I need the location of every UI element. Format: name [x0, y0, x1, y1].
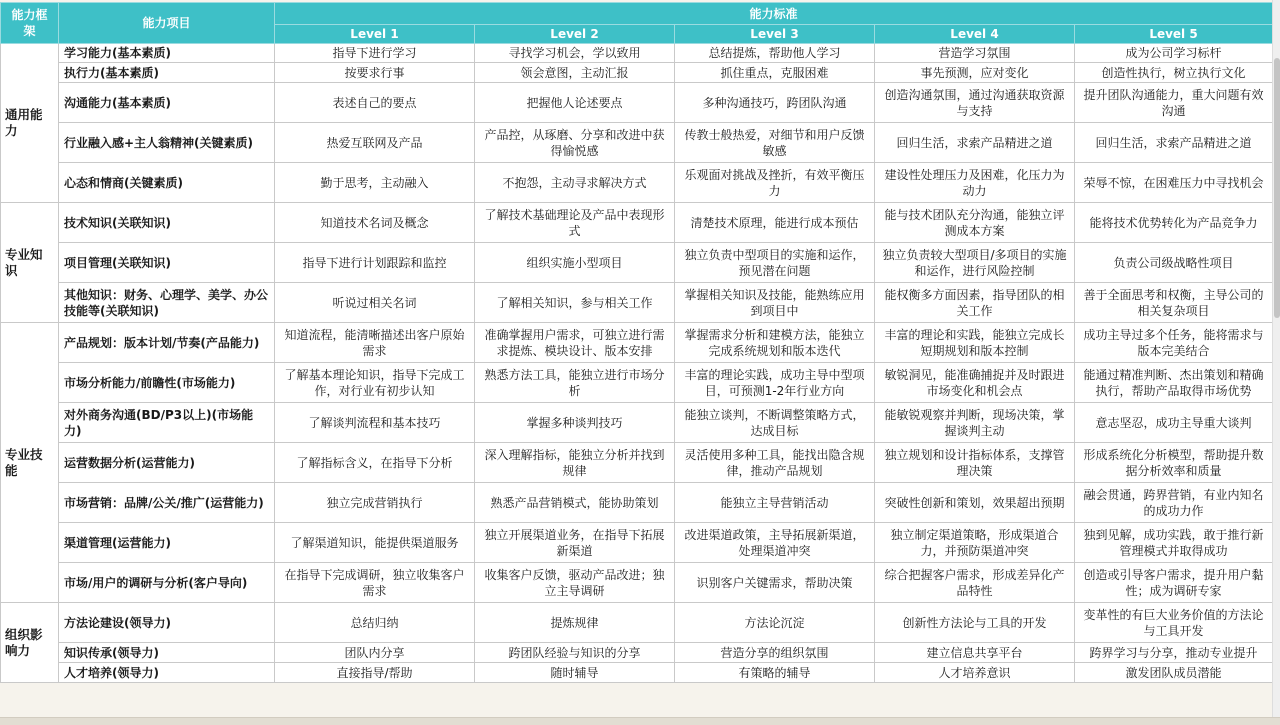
- level-2-cell: 熟悉产品营销模式，能协助策划: [475, 483, 675, 523]
- level-4-cell: 回归生活，求索产品精进之道: [875, 123, 1075, 163]
- level-5-cell: 创造性执行，树立执行文化: [1075, 63, 1273, 83]
- level-4-cell: 创新性方法论与工具的开发: [875, 603, 1075, 643]
- level-1-cell: 热爱互联网及产品: [275, 123, 475, 163]
- header-level-5: Level 5: [1075, 25, 1273, 44]
- table-body: [1, 44, 1273, 683]
- table-row: [1, 163, 1273, 203]
- level-2-cell: 产品控，从琢磨、分享和改进中获得愉悦感: [475, 123, 675, 163]
- level-5-cell: 成功主导过多个任务，能将需求与版本完美结合: [1075, 323, 1273, 363]
- level-2-cell: 了解技术基础理论及产品中表现形式: [475, 203, 675, 243]
- level-3-cell: 能独立主导营销活动: [675, 483, 875, 523]
- ability-item-cell: 市场营销：品牌/公关/推广(运营能力): [59, 483, 275, 523]
- header-level-1: Level 1: [275, 25, 475, 44]
- category-cell: 通用能力: [1, 44, 59, 203]
- table-row: [1, 363, 1273, 403]
- level-2-cell: 熟悉方法工具，能独立进行市场分析: [475, 363, 675, 403]
- level-4-cell: 综合把握客户需求，形成差异化产品特性: [875, 563, 1075, 603]
- category-cell: 专业知识: [1, 203, 59, 323]
- level-5-cell: 能将技术优势转化为产品竞争力: [1075, 203, 1273, 243]
- ability-item-cell: 对外商务沟通(BD/P3以上)(市场能力): [59, 403, 275, 443]
- level-5-cell: 能通过精准判断、杰出策划和精确执行，帮助产品取得市场优势: [1075, 363, 1273, 403]
- level-5-cell: 形成系统化分析模型，帮助提升数据分析效率和质量: [1075, 443, 1273, 483]
- level-5-cell: 独到见解，成功实践，敢于推行新管理模式并取得成功: [1075, 523, 1273, 563]
- level-3-cell: 独立负责中型项目的实施和运作，预见潜在问题: [675, 243, 875, 283]
- level-2-cell: 寻找学习机会，学以致用: [475, 44, 675, 63]
- level-5-cell: 变革性的有巨大业务价值的方法论与工具开发: [1075, 603, 1273, 643]
- ability-item-cell: 学习能力(基本素质): [59, 44, 275, 63]
- level-3-cell: 灵活使用多种工具，能找出隐含规律，推动产品规划: [675, 443, 875, 483]
- horizontal-scrollbar[interactable]: [0, 717, 1280, 725]
- level-3-cell: 掌握相关知识及技能，能熟练应用到项目中: [675, 283, 875, 323]
- level-1-cell: 按要求行事: [275, 63, 475, 83]
- level-4-cell: 独立制定渠道策略，形成渠道合力，并预防渠道冲突: [875, 523, 1075, 563]
- vertical-scrollbar[interactable]: [1272, 0, 1280, 725]
- level-1-cell: 指导下进行学习: [275, 44, 475, 63]
- level-4-cell: 建设性处理压力及困难，化压力为动力: [875, 163, 1075, 203]
- level-3-cell: 总结提炼，帮助他人学习: [675, 44, 875, 63]
- ability-item-cell: 心态和情商(关键素质): [59, 163, 275, 203]
- table-row: [1, 283, 1273, 323]
- ability-item-cell: 其他知识：财务、心理学、美学、办公技能等(关联知识): [59, 283, 275, 323]
- level-1-cell: 勤于思考，主动融入: [275, 163, 475, 203]
- header-project: 能力项目: [59, 3, 275, 44]
- ability-item-cell: 市场分析能力/前瞻性(市场能力): [59, 363, 275, 403]
- table-row: [1, 44, 1273, 63]
- ability-item-cell: 行业融入感+主人翁精神(关键素质): [59, 123, 275, 163]
- table-row: [1, 523, 1273, 563]
- table-row: [1, 643, 1273, 663]
- level-2-cell: 提炼规律: [475, 603, 675, 643]
- level-4-cell: 独立负责较大型项目/多项目的实施和运作，进行风险控制: [875, 243, 1075, 283]
- level-1-cell: 了解指标含义，在指导下分析: [275, 443, 475, 483]
- level-5-cell: 负责公司级战略性项目: [1075, 243, 1273, 283]
- level-4-cell: 敏锐洞见，能准确捕捉并及时跟进市场变化和机会点: [875, 363, 1075, 403]
- header-level-3: Level 3: [675, 25, 875, 44]
- level-4-cell: 建立信息共享平台: [875, 643, 1075, 663]
- level-4-cell: 事先预测，应对变化: [875, 63, 1075, 83]
- level-1-cell: 知道技术名词及概念: [275, 203, 475, 243]
- level-1-cell: 了解渠道知识，能提供渠道服务: [275, 523, 475, 563]
- level-1-cell: 听说过相关名词: [275, 283, 475, 323]
- level-2-cell: 了解相关知识，参与相关工作: [475, 283, 675, 323]
- level-2-cell: 领会意图，主动汇报: [475, 63, 675, 83]
- ability-item-cell: 知识传承(领导力): [59, 643, 275, 663]
- table-row: [1, 603, 1273, 643]
- ability-item-cell: 技术知识(关联知识): [59, 203, 275, 243]
- level-4-cell: 突破性创新和策划，效果超出预期: [875, 483, 1075, 523]
- table-row: [1, 443, 1273, 483]
- level-1-cell: 直接指导/帮助: [275, 663, 475, 683]
- table-row: [1, 403, 1273, 443]
- level-1-cell: 了解基本理论知识，指导下完成工作，对行业有初步认知: [275, 363, 475, 403]
- category-cell: 组织影响力: [1, 603, 59, 683]
- table-row: [1, 243, 1273, 283]
- level-2-cell: 准确掌握用户需求，可独立进行需求提炼、模块设计、版本安排: [475, 323, 675, 363]
- level-3-cell: 丰富的理论实践，成功主导中型项目，可预测1-2年行业方向: [675, 363, 875, 403]
- level-2-cell: 收集客户反馈，驱动产品改进；独立主导调研: [475, 563, 675, 603]
- table-row: [1, 483, 1273, 523]
- level-4-cell: 人才培养意识: [875, 663, 1075, 683]
- level-3-cell: 乐观面对挑战及挫折，有效平衡压力: [675, 163, 875, 203]
- table-row: [1, 83, 1273, 123]
- header-standard: 能力标准: [275, 3, 1273, 25]
- level-1-cell: 了解谈判流程和基本技巧: [275, 403, 475, 443]
- ability-item-cell: 沟通能力(基本素质): [59, 83, 275, 123]
- level-5-cell: 回归生活，求索产品精进之道: [1075, 123, 1273, 163]
- level-5-cell: 跨界学习与分享，推动专业提升: [1075, 643, 1273, 663]
- level-1-cell: 知道流程，能清晰描述出客户原始需求: [275, 323, 475, 363]
- level-4-cell: 营造学习氛围: [875, 44, 1075, 63]
- level-3-cell: 改进渠道政策，主导拓展新渠道，处理渠道冲突: [675, 523, 875, 563]
- ability-item-cell: 运营数据分析(运营能力): [59, 443, 275, 483]
- level-5-cell: 提升团队沟通能力，重大问题有效沟通: [1075, 83, 1273, 123]
- level-4-cell: 创造沟通氛围，通过沟通获取资源与支持: [875, 83, 1075, 123]
- level-4-cell: 能与技术团队充分沟通，能独立评测成本方案: [875, 203, 1075, 243]
- level-3-cell: 方法论沉淀: [675, 603, 875, 643]
- table-row: [1, 63, 1273, 83]
- level-5-cell: 意志坚忍，成功主导重大谈判: [1075, 403, 1273, 443]
- level-5-cell: 善于全面思考和权衡，主导公司的相关复杂项目: [1075, 283, 1273, 323]
- level-5-cell: 创造或引导客户需求，提升用户黏性；成为调研专家: [1075, 563, 1273, 603]
- level-1-cell: 总结归纳: [275, 603, 475, 643]
- header-framework: 能力框架: [1, 3, 59, 44]
- level-4-cell: 能敏锐观察并判断，现场决策，掌握谈判主动: [875, 403, 1075, 443]
- level-2-cell: 掌握多种谈判技巧: [475, 403, 675, 443]
- scrollbar-thumb[interactable]: [1274, 58, 1280, 318]
- ability-item-cell: 渠道管理(运营能力): [59, 523, 275, 563]
- level-5-cell: 荣辱不惊，在困难压力中寻找机会: [1075, 163, 1273, 203]
- ability-item-cell: 执行力(基本素质): [59, 63, 275, 83]
- level-5-cell: 融会贯通，跨界营销，有业内知名的成功力作: [1075, 483, 1273, 523]
- level-2-cell: 不抱怨，主动寻求解决方式: [475, 163, 675, 203]
- header-level-4: Level 4: [875, 25, 1075, 44]
- table-row: [1, 663, 1273, 683]
- ability-item-cell: 项目管理(关联知识): [59, 243, 275, 283]
- level-2-cell: 深入理解指标，能独立分析并找到规律: [475, 443, 675, 483]
- level-5-cell: 成为公司学习标杆: [1075, 44, 1273, 63]
- level-3-cell: 能独立谈判，不断调整策略方式，达成目标: [675, 403, 875, 443]
- level-2-cell: 独立开展渠道业务，在指导下拓展新渠道: [475, 523, 675, 563]
- level-3-cell: 有策略的辅导: [675, 663, 875, 683]
- ability-item-cell: 人才培养(领导力): [59, 663, 275, 683]
- level-1-cell: 在指导下完成调研，独立收集客户需求: [275, 563, 475, 603]
- level-3-cell: 抓住重点，克服困难: [675, 63, 875, 83]
- level-2-cell: 组织实施小型项目: [475, 243, 675, 283]
- competency-table: [0, 2, 1273, 683]
- table-row: [1, 563, 1273, 603]
- level-3-cell: 识别客户关键需求，帮助决策: [675, 563, 875, 603]
- level-3-cell: 掌握需求分析和建模方法，能独立完成系统规划和版本迭代: [675, 323, 875, 363]
- level-4-cell: 独立规划和设计指标体系，支撑管理决策: [875, 443, 1075, 483]
- ability-item-cell: 市场/用户的调研与分析(客户导向): [59, 563, 275, 603]
- level-5-cell: 激发团队成员潜能: [1075, 663, 1273, 683]
- level-4-cell: 能权衡多方面因素，指导团队的相关工作: [875, 283, 1075, 323]
- category-cell: 专业技能: [1, 323, 59, 603]
- table-row: [1, 123, 1273, 163]
- table-row: [1, 203, 1273, 243]
- level-2-cell: 把握他人论述要点: [475, 83, 675, 123]
- level-1-cell: 表述自己的要点: [275, 83, 475, 123]
- level-1-cell: 独立完成营销执行: [275, 483, 475, 523]
- level-1-cell: 指导下进行计划跟踪和监控: [275, 243, 475, 283]
- header-level-2: Level 2: [475, 25, 675, 44]
- level-3-cell: 多种沟通技巧，跨团队沟通: [675, 83, 875, 123]
- ability-item-cell: 方法论建设(领导力): [59, 603, 275, 643]
- level-2-cell: 跨团队经验与知识的分享: [475, 643, 675, 663]
- level-3-cell: 营造分享的组织氛围: [675, 643, 875, 663]
- level-3-cell: 传教士般热爱，对细节和用户反馈敏感: [675, 123, 875, 163]
- ability-item-cell: 产品规划：版本计划/节奏(产品能力): [59, 323, 275, 363]
- level-1-cell: 团队内分享: [275, 643, 475, 663]
- table-row: [1, 323, 1273, 363]
- level-2-cell: 随时辅导: [475, 663, 675, 683]
- level-4-cell: 丰富的理论和实践，能独立完成长短期规划和版本控制: [875, 323, 1075, 363]
- level-3-cell: 清楚技术原理，能进行成本预估: [675, 203, 875, 243]
